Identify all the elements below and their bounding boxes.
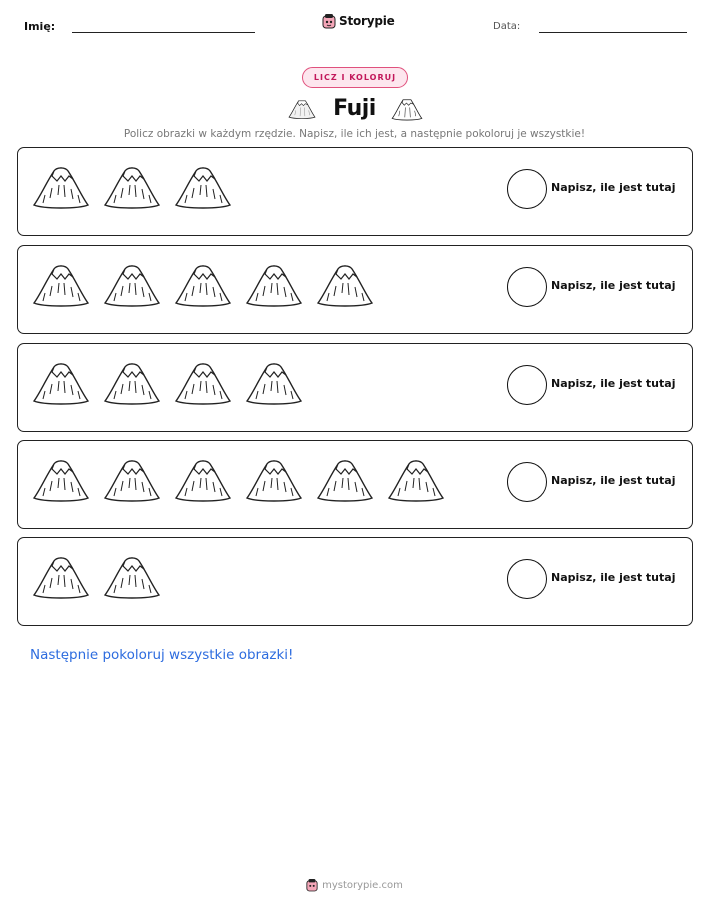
name-write-line[interactable] — [72, 32, 255, 33]
row-label: Napisz, ile jest tutaj — [551, 474, 676, 487]
storypie-logo-icon — [322, 13, 336, 29]
mount-fuji-icon — [314, 259, 376, 309]
answer-circle[interactable] — [507, 559, 547, 599]
footer-note: Następnie pokoloruj wszystkie obrazki! — [30, 647, 294, 663]
page-title: Fuji — [333, 95, 376, 121]
brand-name: Storypie — [339, 14, 395, 28]
counting-row — [17, 537, 693, 626]
mount-fuji-icon — [172, 454, 234, 504]
row-label: Napisz, ile jest tutaj — [551, 279, 676, 292]
site-url: mystorypie.com — [322, 879, 403, 891]
date-label: Data: — [493, 21, 521, 32]
mountain-group — [30, 259, 376, 309]
answer-circle[interactable] — [507, 169, 547, 209]
activity-badge: LICZ I KOLORUJ — [302, 67, 408, 88]
mount-fuji-icon — [101, 259, 163, 309]
counting-row — [17, 147, 693, 236]
name-label: Imię: — [24, 20, 56, 33]
mount-fuji-icon — [172, 357, 234, 407]
mount-fuji-icon — [30, 259, 92, 309]
title-area — [0, 92, 709, 124]
row-label: Napisz, ile jest tutaj — [551, 571, 676, 584]
storypie-logo-icon — [306, 878, 318, 892]
mount-fuji-icon — [30, 454, 92, 504]
answer-circle[interactable] — [507, 365, 547, 405]
mount-fuji-icon — [390, 94, 424, 122]
row-label: Napisz, ile jest tutaj — [551, 377, 676, 390]
site-footer — [0, 878, 709, 892]
counting-row — [17, 245, 693, 334]
mount-fuji-icon — [101, 454, 163, 504]
mount-fuji-icon — [243, 357, 305, 407]
mount-fuji-icon — [30, 357, 92, 407]
mount-fuji-icon — [30, 161, 92, 211]
mount-fuji-icon — [101, 357, 163, 407]
mountain-group — [30, 551, 163, 601]
mount-fuji-icon — [243, 454, 305, 504]
mount-fuji-icon — [314, 454, 376, 504]
worksheet-header — [0, 0, 709, 60]
mount-fuji-icon — [101, 551, 163, 601]
brand-logo — [322, 13, 395, 29]
mount-fuji-icon — [285, 96, 319, 120]
counting-row — [17, 343, 693, 432]
instructions-text: Policz obrazki w każdym rzędzie. Napisz, ile ich jest, a następnie pokoloruj je wszystkie! — [123, 128, 586, 140]
mount-fuji-icon — [101, 161, 163, 211]
date-write-line[interactable] — [539, 32, 687, 33]
mount-fuji-icon — [172, 259, 234, 309]
answer-circle[interactable] — [507, 462, 547, 502]
mountain-group — [30, 161, 234, 211]
mount-fuji-icon — [30, 551, 92, 601]
mountain-group — [30, 454, 447, 504]
mount-fuji-icon — [385, 454, 447, 504]
mount-fuji-icon — [243, 259, 305, 309]
answer-circle[interactable] — [507, 267, 547, 307]
counting-row — [17, 440, 693, 529]
mount-fuji-icon — [172, 161, 234, 211]
mountain-group — [30, 357, 305, 407]
row-label: Napisz, ile jest tutaj — [551, 181, 676, 194]
